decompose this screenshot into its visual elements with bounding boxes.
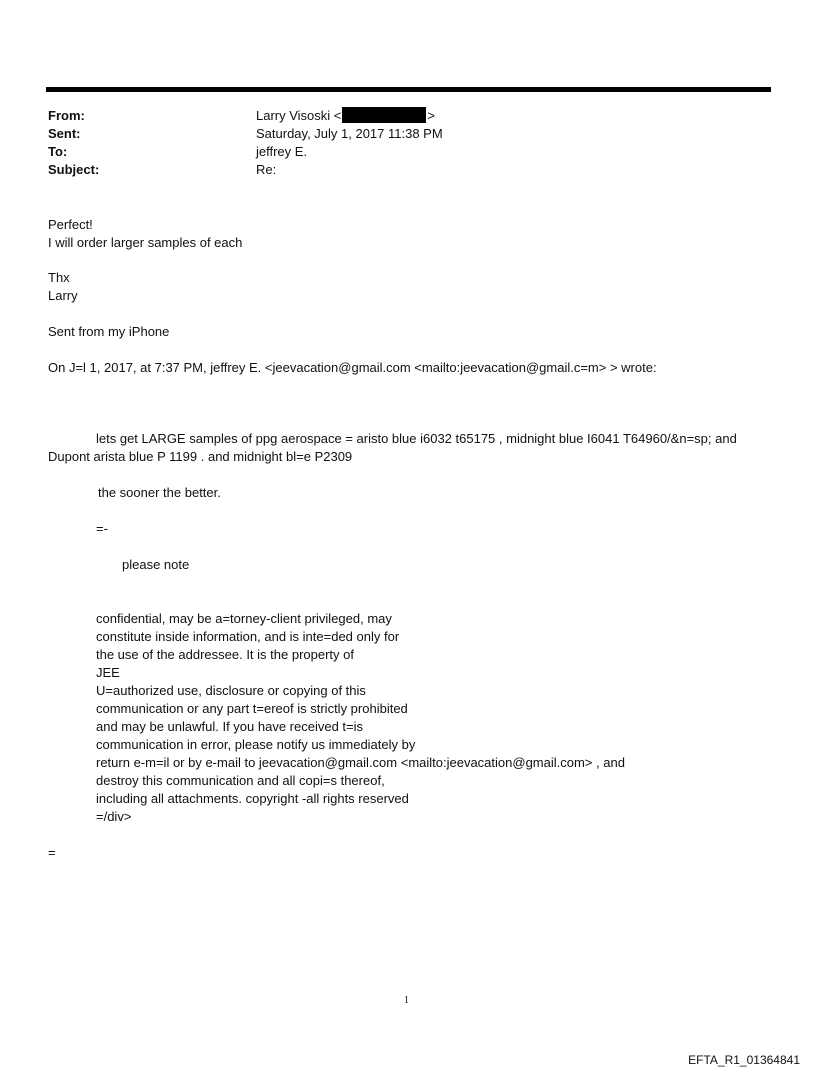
- reply-line: Thx: [48, 270, 70, 285]
- quoted-line: the sooner the better.: [98, 485, 221, 500]
- disclaimer-line: U=authorized use, disclosure or copying of this: [96, 683, 366, 698]
- to-label: To:: [48, 144, 68, 159]
- disclaimer-line: including all attachments. copyright -all rights reserved: [96, 791, 409, 806]
- disclaimer-line: constitute inside information, and is inte=ded only for: [96, 629, 400, 644]
- sent-label: Sent:: [48, 126, 81, 141]
- subject-value: Re:: [256, 162, 277, 177]
- quoted-line: =-: [96, 521, 108, 536]
- disclaimer-line: JEE: [96, 665, 120, 680]
- disclaimer-line: communication in error, please notify us immediately by: [96, 737, 416, 752]
- disclaimer-line: the use of the addressee. It is the property of: [96, 647, 354, 662]
- header-rule: [46, 87, 771, 92]
- from-name: Larry Visoski <: [256, 108, 342, 123]
- reply-line: Larry: [48, 288, 78, 303]
- page-number: 1: [404, 995, 409, 1006]
- to-value: jeffrey E.: [256, 144, 308, 159]
- disclaimer-line: return e-m=il or by e-mail to jeevacation@gmail.com <mailto:jeevacation@gmail.com> , and: [96, 755, 625, 770]
- disclaimer-line: and may be unlawful. If you have received t=is: [96, 719, 364, 734]
- reply-line: Perfect!: [48, 217, 93, 232]
- quoted-line: lets get LARGE samples of ppg aerospace = aristo blue i6032 t65175 , midnight blue I6041 T64960/&n=sp; and: [96, 431, 737, 446]
- disclaimer-line: =/div>: [96, 809, 132, 824]
- quoted-line: Dupont arista blue P 1199 . and midnight bl=e P2309: [48, 449, 353, 464]
- quote-intro: On J=l 1, 2017, at 7:37 PM, jeffrey E. <jeevacation@gmail.com <mailto:jeevacation@gmail.c=m> > wrote:: [48, 360, 657, 375]
- from-label: From:: [48, 108, 85, 123]
- sent-value: Saturday, July 1, 2017 11:38 PM: [256, 126, 443, 141]
- redaction-box: [342, 107, 426, 123]
- from-value: [256, 107, 435, 125]
- signature: Sent from my iPhone: [48, 324, 170, 339]
- reply-line: I will order larger samples of each: [48, 235, 243, 250]
- from-close: >: [427, 108, 435, 123]
- trailing-char: =: [48, 845, 56, 860]
- subject-label: Subject:: [48, 162, 100, 177]
- document-id: EFTA_R1_01364841: [688, 1053, 800, 1067]
- disclaimer-line: communication or any part t=ereof is strictly prohibited: [96, 701, 408, 716]
- disclaimer-line: confidential, may be a=torney-client privileged, may: [96, 611, 392, 626]
- disclaimer-line: destroy this communication and all copi=s thereof,: [96, 773, 385, 788]
- quoted-line: please note: [122, 557, 190, 572]
